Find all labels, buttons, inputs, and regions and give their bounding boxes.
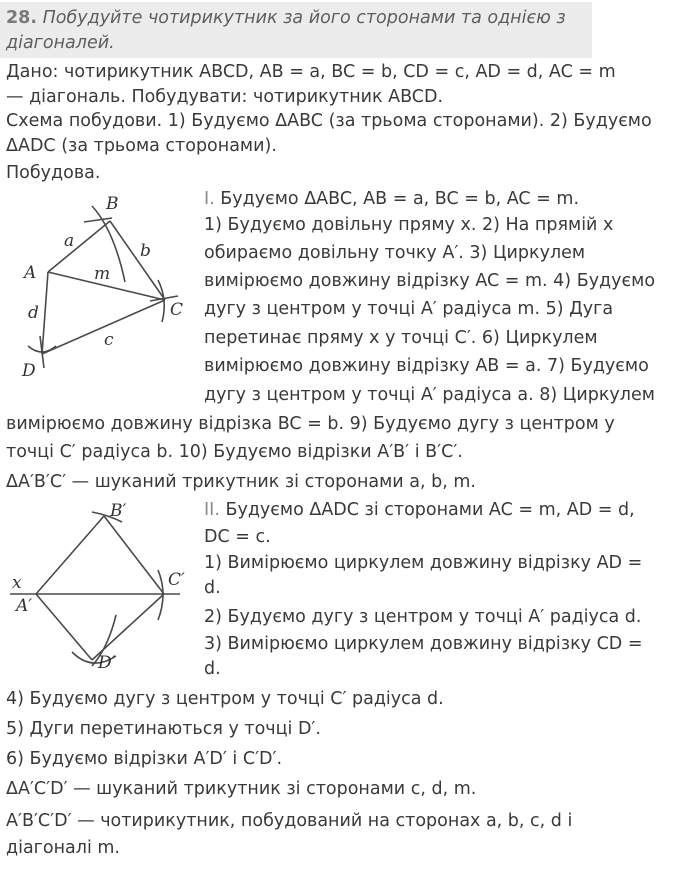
label-side-d: d [28, 303, 39, 323]
given-line-1: Дано: чотирикутник ABCD, AB = a, BC = b, CD = c, AD = d, AC = m [6, 62, 616, 82]
label-a: A [24, 263, 37, 283]
part2-line: DC = c. [204, 527, 271, 547]
part1-line: дугу з центром у точці A′ радіуса m. 5) Дуга [204, 299, 614, 319]
segment-a1d1 [36, 594, 92, 660]
task-title-line-2: діагоналей. [6, 33, 115, 53]
part1-line: перетинає пряму x у точці C′. 6) Циркулем [204, 328, 598, 348]
part1-heading-text: Будуємо ΔABC, AB = a, BC = b, AC = m. [214, 189, 580, 209]
label-c-prime: C′ [168, 570, 185, 590]
part2-full-line: 4) Будуємо дугу з центром у точці C′ радіуса d. [6, 689, 444, 709]
segment-ad [42, 272, 48, 354]
label-side-b: b [140, 241, 151, 261]
segment-a1b1 [36, 516, 104, 594]
task-title: Побудуйте чотирикутник за його сторонами та однією з [37, 8, 566, 28]
label-side-a: a [64, 231, 75, 251]
part1-line: вимірюємо довжину відрізку AB = a. 7) Будуємо [204, 356, 649, 376]
part1-line: 1) Будуємо довільну пряму x. 2) На прямій x [204, 215, 614, 235]
part2-line: 3) Вимірюємо циркулем довжину відрізку CD = [204, 634, 643, 654]
label-b-prime: B′ [110, 501, 127, 521]
segment-b1c1 [104, 516, 164, 594]
arc-c1 [158, 570, 163, 620]
conclusion-line-2: діагоналі m. [6, 838, 120, 858]
part1-roman: I. [204, 189, 215, 209]
part1-line: обираємо довільну точку A′. 3) Циркулем [204, 243, 586, 263]
label-a-prime: A′ [16, 596, 33, 616]
part2-roman: II. [204, 500, 220, 520]
part2-full-line: 5) Дуги перетинаються у точці D′. [6, 719, 321, 739]
label-diagonal-m: m [94, 264, 111, 284]
label-x: x [12, 573, 22, 593]
part1-full-line: вимірюємо довжину відрізка BC = b. 9) Будуємо дугу з центром у [6, 414, 615, 434]
label-d-prime: D′ [98, 653, 116, 673]
part2-line: 2) Будуємо дугу з центром у точці A′ радіуса d. [204, 607, 642, 627]
part2-line: 1) Вимірюємо циркулем довжину відрізку AD = [204, 553, 643, 573]
label-b: B [106, 194, 119, 214]
part1-line: дугу з центром у точці A′ радіуса a. 8) Циркулем [204, 385, 655, 405]
scheme-line-2: ΔADC (за трьома сторонами). [6, 136, 277, 156]
part1-line: вимірюємо довжину відрізку AC = m. 4) Будуємо [204, 271, 656, 291]
label-c: C [170, 300, 184, 320]
part2-result: ΔA′C′D′ — шуканий трикутник зі сторонами c, d, m. [6, 779, 477, 799]
arc-b-small [84, 218, 112, 222]
part1-full-line: точці C′ радіуса b. 10) Будуємо відрізки A′B′ і B′C′. [6, 442, 463, 462]
part2-line: d. [204, 578, 221, 598]
label-d: D [22, 361, 36, 381]
part2-line: d. [204, 659, 221, 679]
scheme-line-1: Схема побудови. 1) Будуємо ΔABC (за трьома сторонами). 2) Будуємо [6, 111, 652, 131]
label-side-c: c [104, 330, 114, 350]
conclusion-line-1: A′B′C′D′ — чотирикутник, побудований на сторонах a, b, c, d і [6, 811, 573, 831]
part1-result: ΔA′B′C′ — шуканий трикутник зі сторонами a, b, m. [6, 472, 476, 492]
construction-heading: Побудова. [6, 163, 101, 183]
part2-full-line: 6) Будуємо відрізки A′D′ і C′D′. [6, 749, 283, 769]
part2-heading-text: Будуємо ΔADC зі сторонами AC = m, AD = d, [219, 500, 635, 520]
task-number: 28. [6, 8, 38, 28]
given-line-2: — діагональ. Побудувати: чотирикутник ABCD. [6, 87, 444, 107]
